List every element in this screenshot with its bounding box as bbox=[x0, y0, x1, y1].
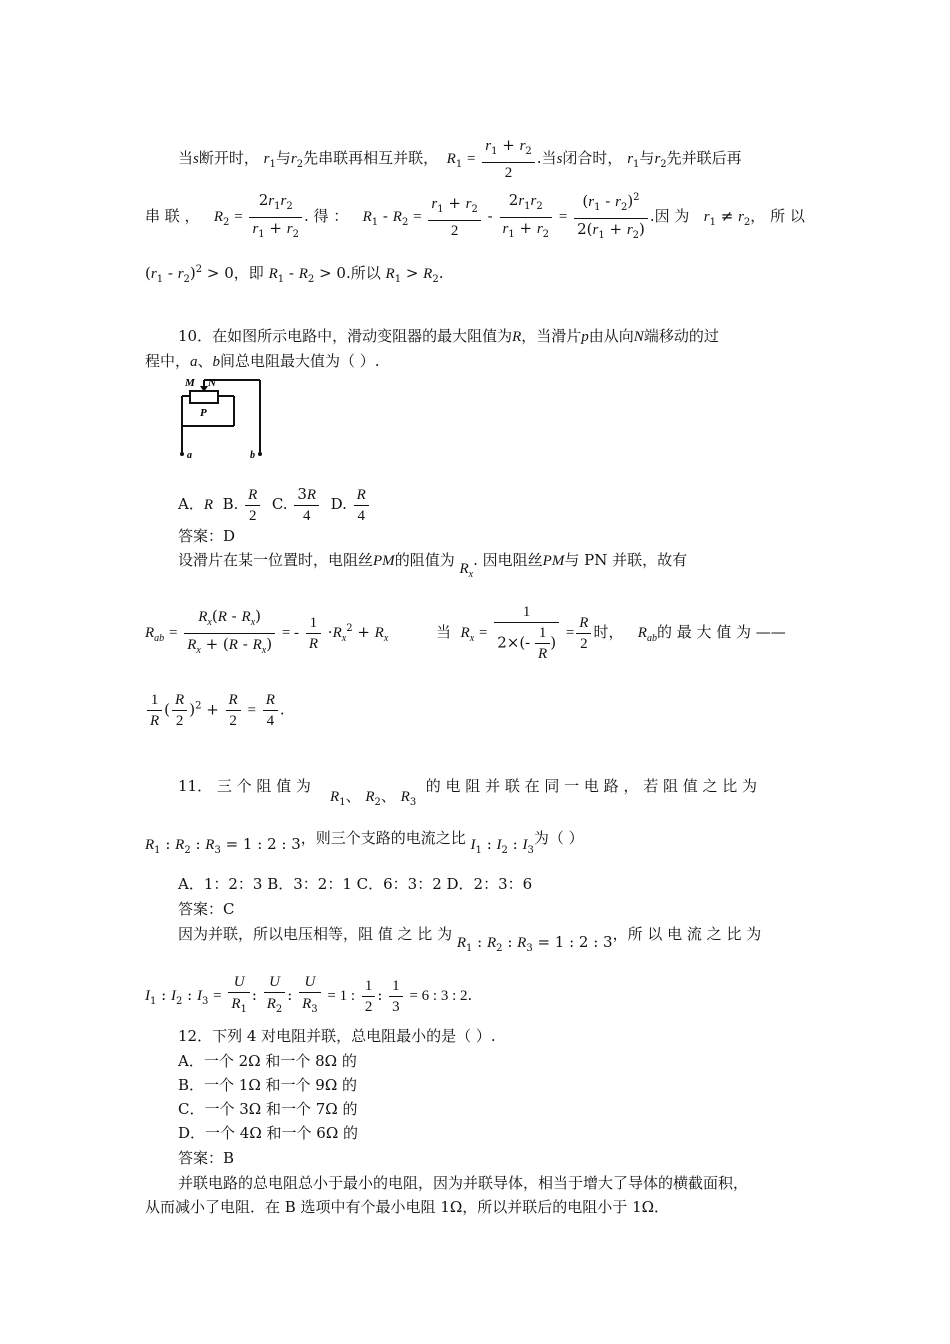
q12-explanation-1: 并联电路的总电阻总小于最小的电阻，因为并联导体，相当于增大了导体的横截面积， bbox=[178, 1174, 749, 1192]
text: 当 bbox=[435, 623, 451, 641]
text: 与 bbox=[275, 149, 291, 167]
text: 11． 三 个 阻 值 为 bbox=[178, 777, 311, 795]
circuit-diagram bbox=[172, 374, 272, 464]
text: 时， bbox=[593, 623, 624, 641]
text: . 因电阻丝 bbox=[473, 551, 543, 569]
text: 的阻值为 bbox=[394, 551, 455, 569]
q9-line-3: $(r_1 - r_2)^2 > 0$，即 $R_1 - R_2 > 0$.所以 $R_1 > R_2$. bbox=[145, 264, 444, 285]
text: 、 bbox=[197, 352, 213, 370]
q12-explanation-2: 从而减小了电阻．在 B 选项中有个最小电阻 1Ω，所以并联后的电阻小于 1Ω． bbox=[145, 1198, 670, 1216]
text: ，即 bbox=[233, 264, 264, 282]
q10-answer: 答案：D bbox=[178, 527, 236, 545]
fraction: $\frac{2r_1r_2}{r_1 + r_2}$ bbox=[249, 190, 302, 245]
q11-stem-line-1: 11． 三 个 阻 值 为 $R_1$、 $R_2$、 $R_3$ 的 电 阻 并 联 在 同 一 电 路 ， 若 阻 值 之 比 为 bbox=[178, 777, 758, 808]
q10-stem-line-2: 程中，a、b间总电阻最大值为（ ）. bbox=[145, 352, 380, 370]
label-a: a bbox=[187, 450, 192, 461]
text: 由从向 bbox=[588, 327, 634, 345]
text: 与 bbox=[639, 149, 655, 167]
fraction: $\frac{r_1 + r_2}{2}$ bbox=[482, 135, 535, 183]
text: ，则三个支路的电流之比 bbox=[300, 829, 466, 847]
q10-explanation-1: 设滑片在某一位置时，电阻丝PM的阻值为 $R_x$. 因电阻丝PM与 PN 并联，故有 bbox=[178, 551, 688, 580]
q12-option-b: B．一个 1Ω 和一个 9Ω 的 bbox=[178, 1076, 358, 1094]
q11-explanation-1: 因为并联，所以电压相等，阻 值 之 比 为 $R_1$ : $R_2$ : $R_3 = 1$ : 2 : 3，所 以 电 流 之 比 为 bbox=[178, 925, 762, 954]
option-c: C. bbox=[271, 495, 288, 513]
text: ，所 以 电 流 之 比 为 bbox=[612, 925, 762, 943]
text: ， 所 以 bbox=[750, 207, 805, 225]
text: 串 联 ， bbox=[145, 207, 200, 225]
text: 所以 bbox=[350, 264, 381, 282]
text: 先并联后再 bbox=[666, 149, 742, 167]
label-b: b bbox=[250, 450, 255, 461]
q12-option-d: D．一个 4Ω 和一个 6Ω 的 bbox=[178, 1124, 359, 1142]
text: 程中， bbox=[145, 352, 191, 370]
q10-explanation-2: $R_{ab}$ = $\frac{R_x(R - R_x)}{R_x + (R - R_x)}$ = - $\frac{1}{R}$ $\cdot R_x^2 + R_x$ 当 $R_x$ = 1 2×(- $\frac{1}{R}$ ) = $\frac{R}{2}$ 时， $R_{ab}$的 最 大 值 为 —— bbox=[145, 604, 786, 662]
label-M: M bbox=[185, 377, 195, 389]
label-N: N bbox=[208, 377, 216, 389]
option-b: B. bbox=[222, 495, 239, 513]
q12-stem: 12．下列 4 对电阻并联，总电阻最小的是（ ）. bbox=[178, 1027, 496, 1045]
text: 设滑片在某一位置时，电阻丝 bbox=[178, 551, 374, 569]
q10-stem-line-1: 10．在如图所示电路中，滑动变阻器的最大阻值为R，当滑片p由从向N端移动的过 bbox=[178, 327, 719, 345]
text: 断开时， bbox=[198, 149, 259, 167]
option-d: D. bbox=[330, 495, 347, 513]
option-a: A． bbox=[178, 495, 204, 513]
text: 为（ ） bbox=[533, 829, 584, 847]
fraction: $\frac{(r_1 - r_2)^2}{2(r_1 + r_2)}$ bbox=[574, 188, 648, 246]
text: 与 PN 并联，故有 bbox=[564, 551, 688, 569]
fraction: $\frac{2r_1r_2}{r_1 + r_2}$ bbox=[500, 190, 553, 245]
q12-option-a: A．一个 2Ω 和一个 8Ω 的 bbox=[178, 1052, 357, 1070]
q10-options: A．R B. $\frac{R}{2}$ C. $\frac{3R}{4}$ D. $\frac{R}{4}$ bbox=[178, 484, 371, 526]
q11-stem-line-2: $R_1$ : $R_2$ : $R_3 = 1$ : 2 : 3，则三个支路的电流之比 $I_1$ : $I_2$ : $I_3$为（ ） bbox=[145, 829, 584, 856]
fraction: $\frac{r_1 + r_2}{2}$ bbox=[428, 193, 481, 241]
q11-explanation-2: $I_1$ : $I_2$ : $I_3$ = $\frac{U}{R_1}$ : $\frac{U}{R_2}$ : $\frac{U}{R_3}$ = 1 : $\frac{1}{2}$ : $\frac{1}{3}$ = 6 : 3 : 2. bbox=[145, 974, 473, 1015]
q10-explanation-3: $\frac{1}{R}$ ( $\frac{R}{2}$ )$^2$ + $\frac{R}{2}$ = $\frac{R}{4}$ . bbox=[145, 690, 285, 731]
text: 端移动的过 bbox=[643, 327, 719, 345]
text: 先串联再相互并联， bbox=[303, 149, 439, 167]
q11-answer: 答案：C bbox=[178, 900, 235, 918]
text: 的 最 大 值 为 —— bbox=[656, 623, 786, 641]
q9-line-2: 串 联 ， $R_2$ = $\frac{2r_1r_2}{r_1 + r_2}$ . 得 ： $R_1 - R_2$ = $\frac{r_1 + r_2}{2}$ - $\frac{2r_1r_2}{r_1 + r_2}$ = $\frac{(r_1 - r_2)^2}{2(r_1 + r_2)}$ .因 为 $r_1 \ne r_2$， 所 以 bbox=[145, 188, 805, 246]
q9-line-1: 当s断开时， $r_1$与$r_2$先串联再相互并联， $R_1$ = $\frac{r_1 + r_2}{2}$ .当s闭合时， $r_1$与$r_2$先并联后再 bbox=[178, 136, 742, 181]
label-P: P bbox=[200, 407, 207, 419]
text: .当 bbox=[536, 149, 557, 167]
text: 当 bbox=[178, 149, 194, 167]
text: 间总电阻最大值为（ ）. bbox=[220, 352, 380, 370]
q11-options: A．1：2：3 B．3：2：1 C．6：3：2 D．2：3：6 bbox=[178, 875, 533, 893]
text: . 得 ： bbox=[303, 207, 349, 225]
text: ，当滑片 bbox=[521, 327, 582, 345]
rheostat-resistor bbox=[190, 391, 218, 403]
text: 的 电 阻 并 联 在 同 一 电 路 ， 若 阻 值 之 比 为 bbox=[425, 777, 758, 795]
q12-option-c: C．一个 3Ω 和一个 7Ω 的 bbox=[178, 1100, 358, 1118]
text: 因为并联，所以电压相等，阻 值 之 比 为 bbox=[178, 925, 453, 943]
text: .因 为 bbox=[649, 207, 690, 225]
q12-answer: 答案：B bbox=[178, 1149, 235, 1167]
text: 闭合时， bbox=[562, 149, 623, 167]
text: 10．在如图所示电路中，滑动变阻器的最大阻值为 bbox=[178, 327, 513, 345]
